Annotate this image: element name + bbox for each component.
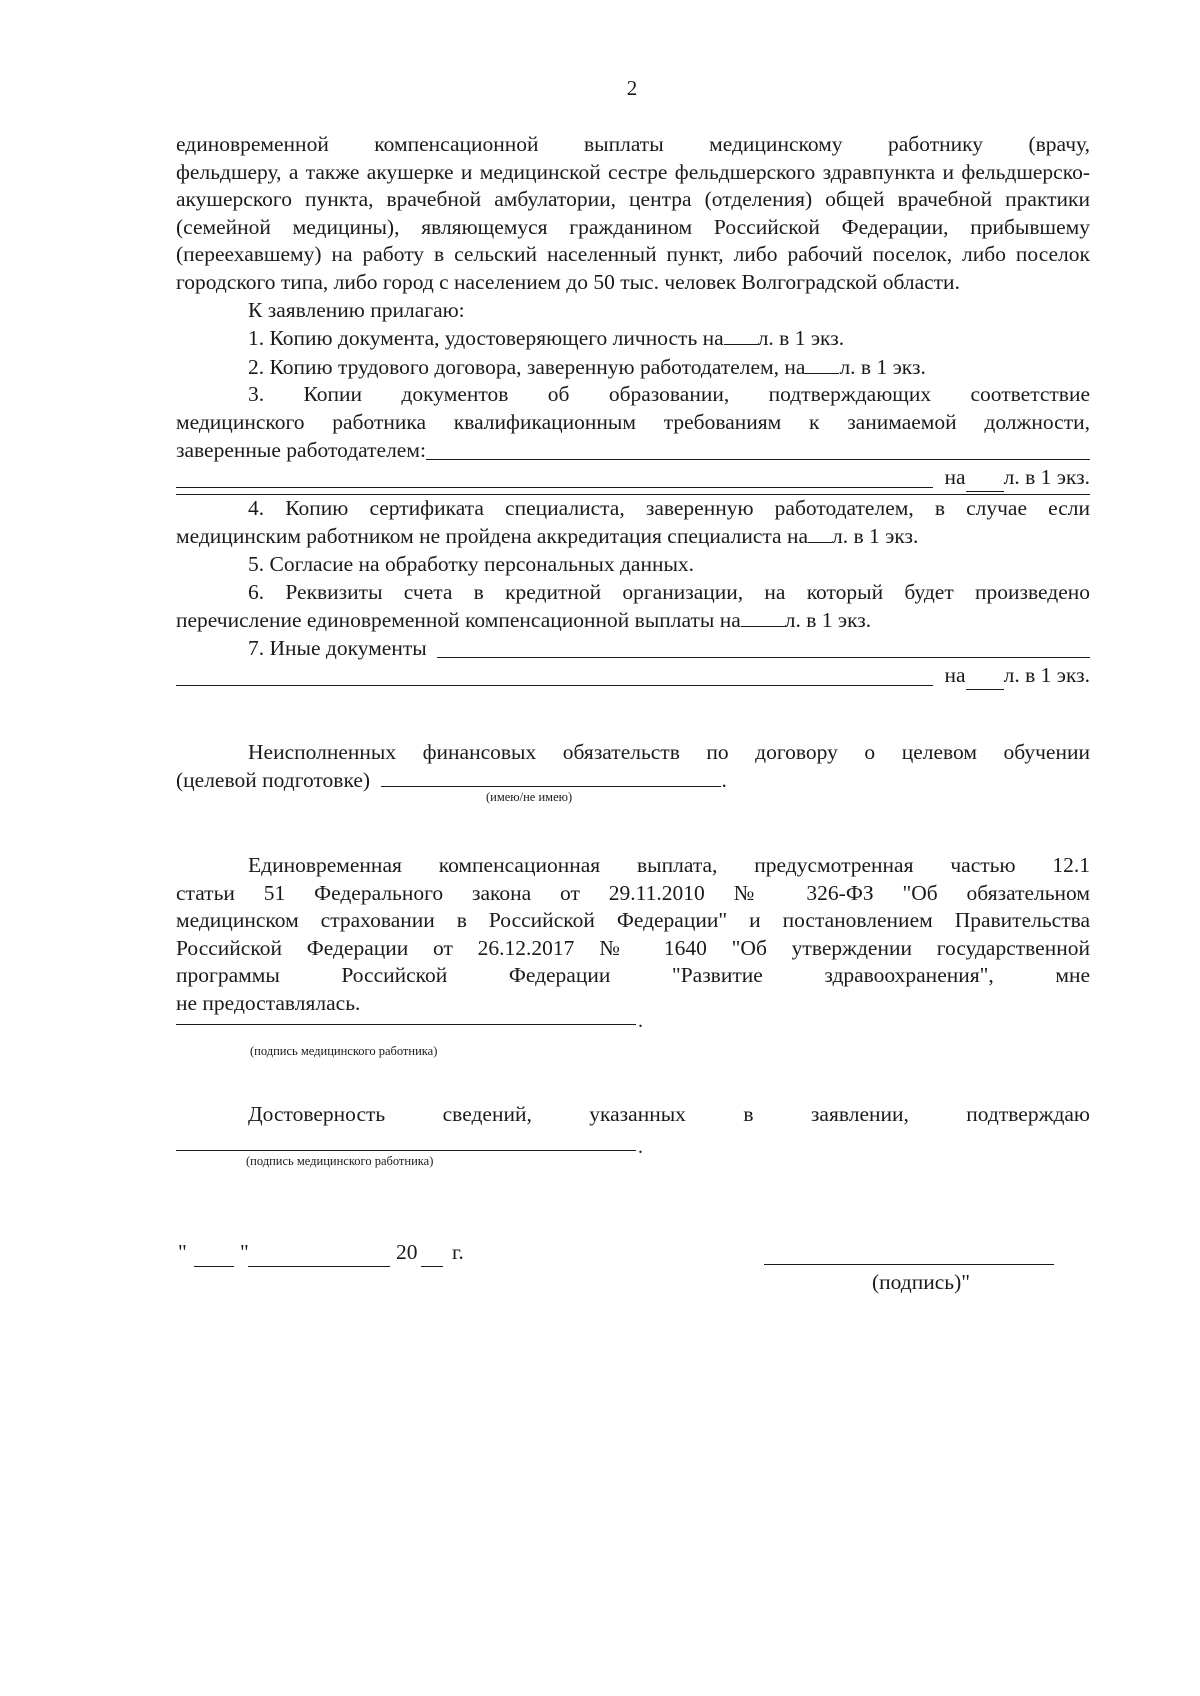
compensation-line1: Единовременная компенсационная выплата, предусмотренная частью 12.1 [248, 853, 1090, 877]
attachment-item-7-pages-blank[interactable] [966, 669, 1004, 690]
attachment-item-7-label: 7. Иные документы [248, 635, 427, 660]
obligations-line1: Неисполненных финансовых обязательств по договору о целевом обучении [248, 740, 1090, 764]
attachment-item-3-docs-blank[interactable] [426, 439, 1090, 460]
attachment-item-2-text: 2. Копию трудового договора, заверенную работодателем, на [248, 354, 806, 379]
attachment-item-7-line1 [176, 635, 1090, 663]
attachment-item-3-text: заверенные работодателем: [176, 437, 426, 462]
obligations-line2 [176, 766, 1090, 794]
attachment-item-2-suffix: л. в 1 экз. [839, 354, 926, 379]
date-quote-open: " [178, 1240, 187, 1264]
attachment-item-3-na: на [944, 465, 966, 490]
attachment-item-2-pages-blank[interactable] [805, 353, 839, 374]
obligations-text: (целевой подготовке) [176, 768, 371, 792]
date-year-blank[interactable] [421, 1266, 443, 1267]
compensation-signature-end: . [638, 1010, 643, 1032]
confirmation-line: Достоверность сведений, указанных в заявлении, подтверждаю [248, 1102, 1090, 1126]
attachment-item-4-line1: 4. Копию сертификата специалиста, заверенную работодателем, в случае если [248, 495, 1090, 520]
attachment-item-3-pages-blank[interactable] [966, 471, 1004, 492]
attachment-item-4-line2 [176, 522, 1090, 551]
attachment-item-5: 5. Согласие на обработку персональных данных. [248, 551, 695, 576]
attachment-item-6-line1: 6. Реквизиты счета в кредитной организации, на который будет произведено [248, 579, 1090, 604]
intro-line1: единовременной компенсационной выплаты медицинскому работнику (врачу, [176, 132, 1090, 156]
intro-paragraph: фельдшеру, а также акушерке и медицинской сестре фельдшерского здравпункта и фельдшерско-акушерского пункта, врачебной амбулатории, центра (отделения) общей врачебной практики (семейной медицины), являющемуся гражданином Российской Федерации, прибывшему (переехавшему) на работу в сельский населенный пункт, либо рабочий поселок, либо поселок городского типа, либо город с населением до 50 тыс. человек Волгоградской области. [176, 159, 1090, 294]
attachment-item-2 [176, 353, 1090, 382]
document-body [176, 131, 1090, 690]
attachment-item-4-text: медицинским работником не пройдена аккредитация специалиста на [176, 524, 809, 549]
obligations-answer-blank[interactable] [381, 766, 721, 787]
compensation-signature-caption: (подпись медицинского работника) [250, 1044, 438, 1058]
date-day-blank[interactable] [194, 1266, 234, 1267]
date-month-blank[interactable] [248, 1266, 390, 1267]
final-signature-caption: (подпись)" [872, 1270, 971, 1294]
attachment-item-7-line2 [176, 662, 1090, 690]
compensation-line6: не предоставлялась. [176, 990, 361, 1015]
compensation-line3: медицинском страховании в Российской Федерации" и постановлением Правительства [176, 908, 1090, 933]
attachment-item-7-na: на [944, 663, 966, 688]
confirmation-signature-line[interactable] [176, 1150, 636, 1151]
confirmation-signature-end: . [638, 1136, 643, 1158]
attachment-item-3-line3 [176, 437, 1090, 465]
date-year-suffix: г. [452, 1240, 464, 1264]
attachment-item-6-suffix: л. в 1 экз. [784, 608, 872, 633]
date-quote-close: " [240, 1240, 249, 1264]
compensation-line2: статьи 51 Федерального закона от 29.11.2010 № 326-ФЗ "Об обязательном [176, 880, 1090, 905]
attachment-item-7-suffix: л. в 1 экз. [1003, 663, 1090, 688]
attachment-item-3-docs-blank-2[interactable] [176, 467, 933, 488]
obligations-section [176, 738, 1090, 794]
attachment-item-4-suffix: л. в 1 экз. [832, 524, 919, 549]
obligations-end: . [721, 768, 727, 792]
compensation-signature-line[interactable] [176, 1024, 636, 1025]
confirmation-signature-caption: (подпись медицинского работника) [246, 1154, 434, 1168]
attachment-item-1 [176, 324, 1090, 353]
attachment-item-6-pages-blank[interactable] [741, 606, 785, 627]
date-year-prefix: 20 [396, 1240, 418, 1264]
attachment-item-1-text: 1. Копию документа, удостоверяющего личность на [248, 326, 724, 351]
attachment-item-6-text: перечисление единовременной компенсационной выплаты на [176, 608, 741, 633]
attachments-heading: К заявлению прилагаю: [248, 297, 465, 322]
attachment-item-7-docs-blank-2[interactable] [176, 665, 933, 686]
compensation-line5: программы Российской Федерации "Развитие здравоохранения", мне [176, 963, 1090, 988]
attachment-item-3-line1: 3. Копии документов об образовании, подтверждающих соответствие [248, 382, 1090, 407]
attachment-item-4-pages-blank[interactable] [808, 522, 832, 543]
attachment-item-3-line2: медицинского работника квалификационным требованиям к занимаемой должности, [176, 409, 1090, 434]
obligations-caption: (имею/не имею) [486, 790, 573, 804]
attachment-item-1-suffix: л. в 1 экз. [757, 326, 845, 351]
attachment-item-1-pages-blank[interactable] [724, 324, 758, 345]
attachment-item-6-line2 [176, 606, 1090, 635]
attachment-item-3-line4 [176, 464, 1090, 492]
page-number: 2 [626, 76, 638, 100]
attachment-item-3-suffix: л. в 1 экз. [1003, 465, 1090, 490]
attachment-item-7-docs-blank[interactable] [437, 637, 1090, 658]
compensation-section [176, 852, 1090, 1018]
compensation-line4: Российской Федерации от 26.12.2017 № 1640 "Об утверждении государственной [176, 935, 1090, 960]
final-signature-line[interactable] [764, 1264, 1054, 1265]
